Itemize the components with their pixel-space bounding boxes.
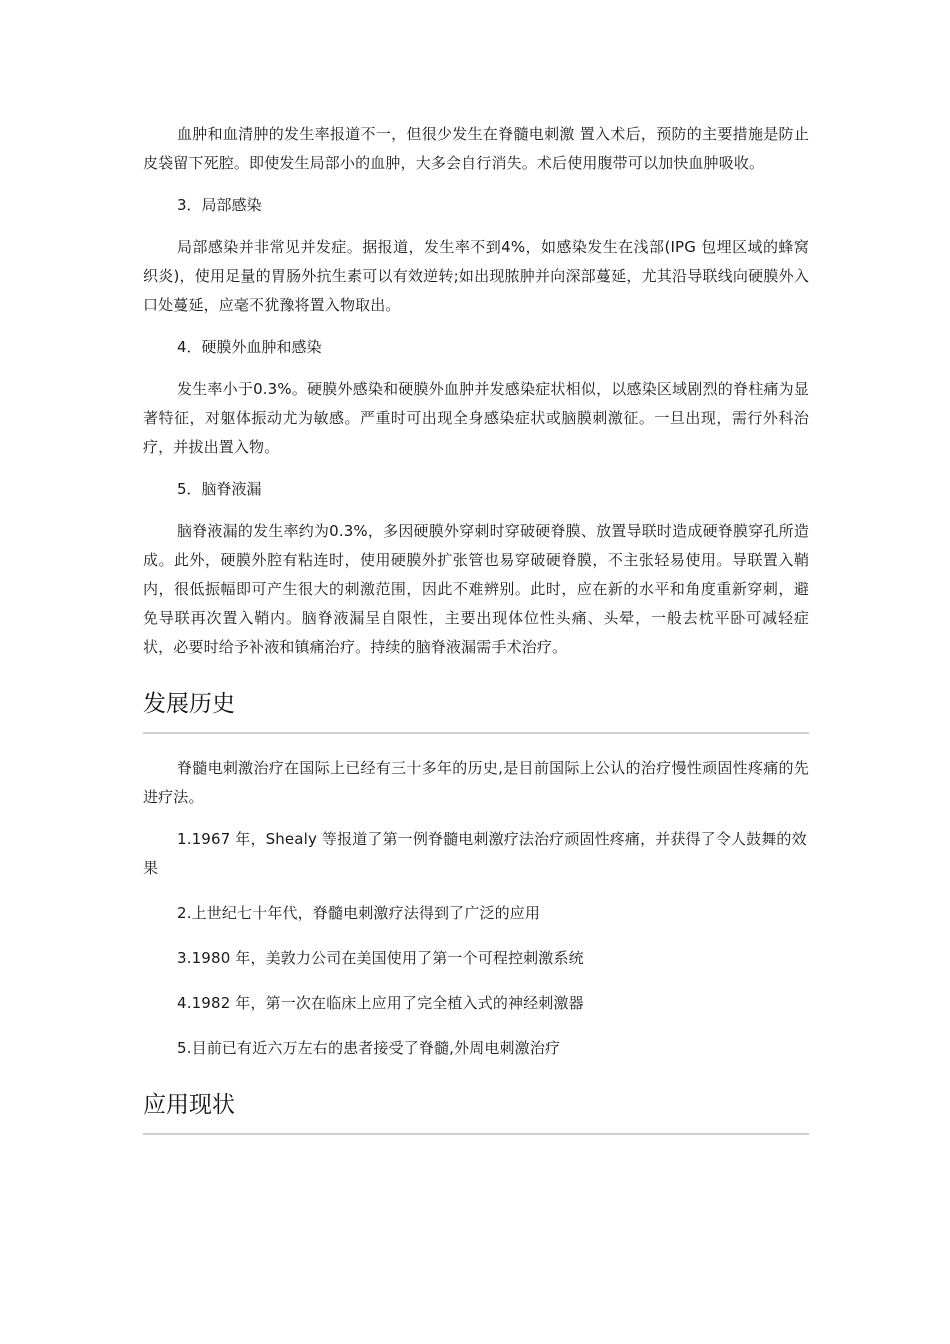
paragraph-local-infection: 局部感染并非常见并发症。据报道，发生率不到4%，如感染发生在浅部(IPG 包埋区域的蜂窝织炎)，使用足量的胃肠外抗生素可以有效逆转;如出现脓肿并向深部蔓延，尤其沿导联线向硬膜外入口处蔓延，应毫不犹豫将置入物取出。 <box>143 238 809 314</box>
history-item: 4.1982 年，第一次在临床上应用了完全植入式的神经刺激器 <box>177 994 584 1012</box>
section-title-application: 应用现状 <box>143 1089 809 1135</box>
history-item: 5.目前已有近六万左右的患者接受了脊髓,外周电刺激治疗 <box>177 1039 561 1057</box>
paragraph-hematoma: 血肿和血清肿的发生率报道不一，但很少发生在脊髓电刺激 置入术后，预防的主要措施是防止皮袋留下死腔。即使发生局部小的血肿，大多会自行消失。术后使用腹带可以加快血肿吸收。 <box>143 125 809 172</box>
section-spacer <box>143 734 809 754</box>
section-title-history: 发展历史 <box>143 688 809 734</box>
paragraph-epidural-hematoma: 发生率小于0.3%。硬膜外感染和硬膜外血肿并发感染症状相似，以感染区域剧烈的脊柱痛为显著特征，对躯体振动尤为敏感。严重时可出现全身感染症状或脑膜刺激征。一旦出现，需行外科治疗，并拔出置入物。 <box>143 380 809 456</box>
history-item: 1.1967 年，Shealy 等报道了第一例脊髓电刺激疗法治疗顽固性疼痛，并获得了令人鼓舞的效果 <box>143 830 807 877</box>
heading-local-infection: 3．局部感染 <box>177 196 262 214</box>
paragraph-history-intro: 脊髓电刺激治疗在国际上已经有三十多年的历史,是目前国际上公认的治疗慢性顽固性疼痛的先进疗法。 <box>143 759 809 806</box>
history-item: 2.上世纪七十年代，脊髓电刺激疗法得到了广泛的应用 <box>177 904 541 922</box>
history-item: 3.1980 年，美敦力公司在美国使用了第一个可程控刺激系统 <box>177 949 584 967</box>
heading-csf-leak: 5．脑脊液漏 <box>177 480 262 498</box>
document-content <box>143 120 809 1135</box>
paragraph-csf-leak: 脑脊液漏的发生率约为0.3%，多因硬膜外穿刺时穿破硬脊膜、放置导联时造成硬脊膜穿孔所造成。此外，硬膜外腔有粘连时，使用硬膜外扩张管也易穿破硬脊膜，不主张轻易使用。导联置入鞘内，很低振幅即可产生很大的刺激范围，因此不难辨别。此时，应在新的水平和角度重新穿刺，避免导联再次置入鞘内。脑脊液漏呈自限性，主要出现体位性头痛、头晕，一般去枕平卧可减轻症状，必要时给予补液和镇痛治疗。持续的脑脊液漏需手术治疗。 <box>143 522 809 656</box>
heading-epidural-hematoma: 4．硬膜外血肿和感染 <box>177 338 322 356</box>
